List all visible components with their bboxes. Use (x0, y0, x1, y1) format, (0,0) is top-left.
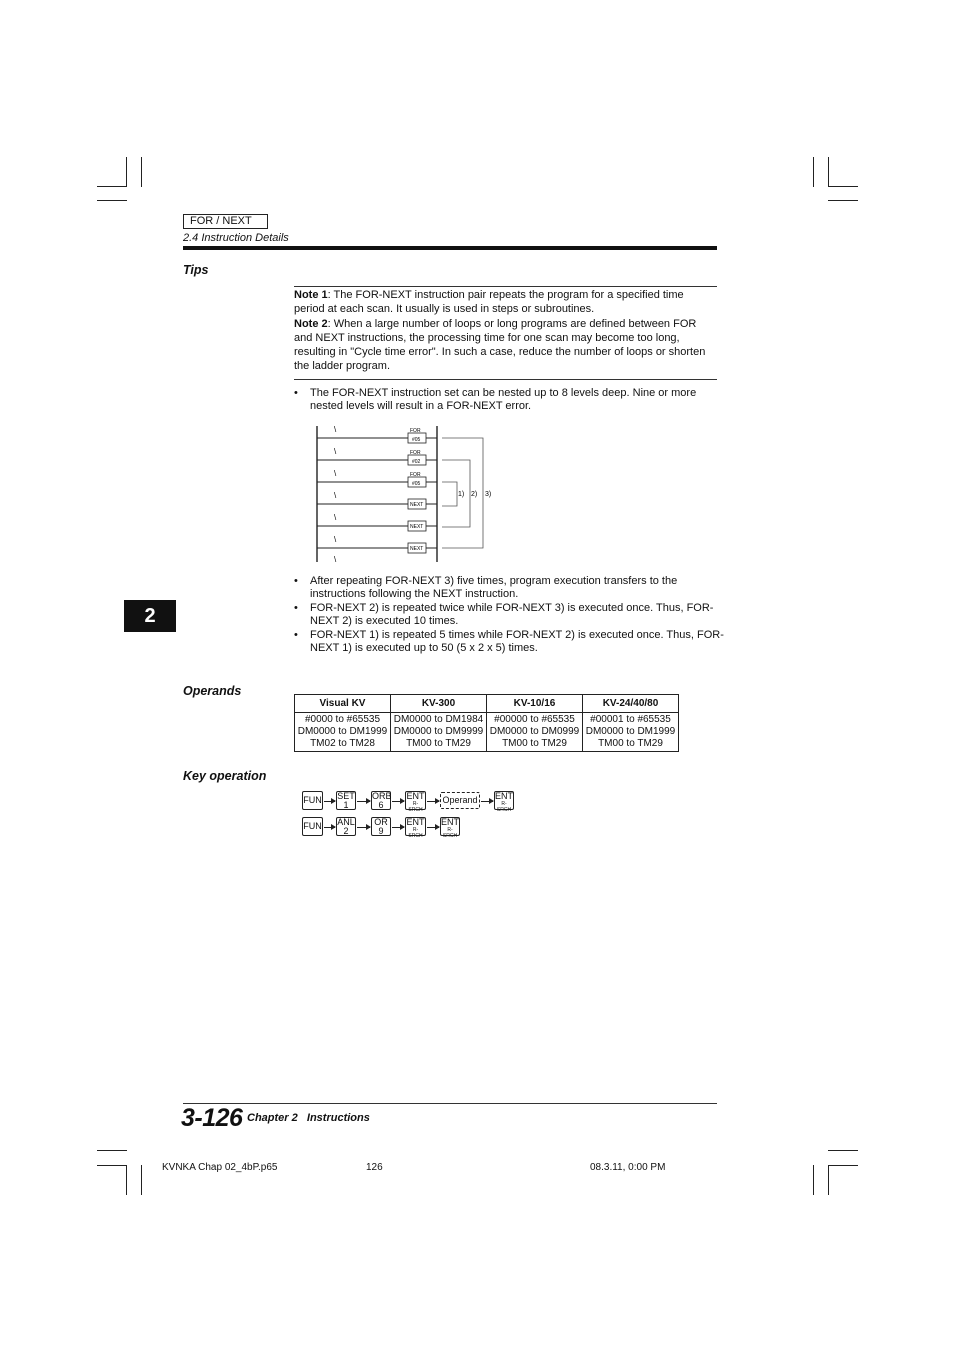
cell-line: DM0000 to DM1984 (393, 714, 484, 725)
contact-mark: \ (334, 555, 337, 564)
key-top-label: ENT (406, 817, 425, 827)
ent-key[interactable] (440, 817, 460, 839)
crop-mark (97, 1150, 127, 1151)
key-bottom-label: 9 (378, 826, 384, 836)
key-top-label: ANL (337, 817, 355, 827)
loop-label-3: 3) (485, 491, 492, 498)
bullet-text: FOR-NEXT 2) is repeated twice while FOR-NEXT 3) is executed once. Thus, FOR-NEXT 2) is executed 10 times. (310, 601, 714, 628)
instruction-name: NEXT (410, 502, 424, 508)
note-2 (294, 318, 717, 373)
crop-mark (141, 157, 142, 187)
key-bottom-label: R-SRCH (408, 801, 423, 813)
cell-line: DM0000 to DM1999 (585, 726, 676, 737)
sheet-number: 126 (366, 1162, 383, 1173)
note-1-label: Note 1 (294, 289, 328, 301)
bullet-text: The FOR-NEXT instruction set can be nested up to 8 levels deep. Nine or more nested levels will result in a FOR-NEXT error. (310, 387, 697, 413)
set-1-key[interactable] (336, 791, 356, 810)
loop-label-2: 2) (471, 491, 478, 498)
arrow-right-icon (324, 827, 335, 828)
cell-line: DM0000 to DM0999 (489, 726, 580, 737)
orb-6-key[interactable] (371, 791, 391, 810)
anl-2-key[interactable] (336, 817, 356, 836)
column-header: Visual KV (295, 695, 391, 713)
bullet-item: • The FOR-NEXT instruction set can be nested up to 8 levels deep. Nine or more nested levels will result in a FOR-NEXT error. (294, 387, 697, 413)
cell-line: #00001 to #65535 (590, 714, 671, 725)
note-2-label: Note 2 (294, 318, 328, 331)
contact-mark: \ (334, 469, 337, 478)
print-date: 08.3.11, 0:00 PM (590, 1162, 666, 1173)
cell-line: TM02 to TM28 (310, 738, 375, 749)
key-bottom-label: 1 (343, 800, 349, 810)
key-operation-heading: Key operation (183, 769, 267, 783)
key-top-label: OR (374, 817, 388, 827)
key-bottom-label: R-SRCH (408, 827, 423, 839)
footer-rule (183, 1103, 717, 1104)
key-top-label: ENT (495, 791, 513, 801)
bullet-item: • After repeating FOR-NEXT 3) five times, program execution transfers to the instructions following the NEXT instruction. (294, 575, 678, 601)
key-bottom-label: R-SRCH (442, 827, 458, 839)
crop-mark (97, 200, 127, 201)
instruction-tag: FOR / NEXT (183, 214, 268, 229)
bullet-text: After repeating FOR-NEXT 3) five times, program execution transfers to the instructions following the NEXT instruction. (310, 575, 678, 601)
cell-line: TM00 to TM29 (502, 738, 567, 749)
crop-mark (126, 157, 127, 187)
rungs (317, 425, 437, 564)
contact-mark: \ (334, 447, 337, 456)
bullet-item: • FOR-NEXT 1) is repeated 5 times while FOR-NEXT 2) is executed once. Thus, FOR-NEXT 1) is executed up to 50 (5 x 2 x 5) times. (294, 628, 724, 655)
fun-key[interactable]: FUN (302, 817, 323, 836)
ladder-diagram (310, 422, 510, 567)
key-top-label: SET (337, 791, 355, 801)
page-number: 3-126 (181, 1104, 243, 1132)
crop-mark (828, 1165, 829, 1195)
table-cell (391, 713, 487, 752)
arrow-right-icon (357, 801, 370, 802)
instruction-operand: #05 (412, 481, 421, 487)
instruction-operand: #02 (412, 459, 421, 465)
contact-mark: \ (334, 535, 337, 544)
crop-mark (828, 1150, 858, 1151)
operand-input[interactable]: Operand (440, 792, 480, 809)
note-1-text: : The FOR-NEXT instruction pair repeats the program for a specified time period at each scan. It usually is used in steps or subroutines. (294, 289, 684, 315)
operands-table (294, 694, 679, 752)
bullet-text: FOR-NEXT 1) is repeated 5 times while FOR-NEXT 2) is executed once. Thus, FOR-NEXT 1) is executed up to 50 (5 x 2 x 5) times. (310, 628, 724, 655)
nest-bullet-list (294, 387, 724, 414)
or-9-key[interactable] (371, 817, 391, 836)
notes-box (294, 286, 717, 380)
cell-line: TM00 to TM29 (406, 738, 471, 749)
contact-mark: \ (334, 425, 337, 434)
instruction-name: NEXT (410, 524, 424, 530)
instruction-name: NEXT (410, 546, 424, 552)
crop-mark (97, 186, 127, 187)
crop-mark (813, 157, 814, 187)
cell-line: #00000 to #65535 (494, 714, 575, 725)
crop-mark (828, 1165, 858, 1166)
table-row (295, 713, 679, 752)
column-header: KV-24/40/80 (583, 695, 679, 713)
table-cell (295, 713, 391, 752)
arrow-right-icon (427, 827, 439, 828)
crop-mark (126, 1165, 127, 1195)
contact-mark: \ (334, 513, 337, 522)
key-bottom-label: 6 (378, 800, 384, 810)
operands-heading: Operands (183, 684, 242, 698)
loop-bracket-2 (442, 460, 470, 527)
key-bottom-label: R-SRCH (496, 801, 512, 813)
key-top-label: ORB (372, 791, 392, 801)
ent-key[interactable] (494, 791, 514, 813)
arrow-right-icon (324, 801, 335, 802)
breadcrumb: 2.4 Instruction Details (183, 232, 289, 244)
cell-line: #0000 to #65535 (304, 714, 381, 725)
loop-label-1: 1) (458, 491, 465, 498)
note-1 (294, 289, 717, 316)
table-cell (583, 713, 679, 752)
table-header-row (295, 695, 679, 713)
arrow-right-icon (357, 827, 370, 828)
crop-mark (828, 186, 858, 187)
crop-mark (97, 1165, 127, 1166)
key-bottom-label: 2 (343, 826, 349, 836)
cell-line: DM0000 to DM1999 (297, 726, 388, 737)
instruction-name: FOR (410, 450, 421, 456)
ent-key[interactable] (405, 817, 426, 839)
ent-key[interactable] (405, 791, 426, 813)
key-top-label: ENT (441, 817, 459, 827)
loop-bracket-1 (442, 482, 457, 506)
note-2-text: : When a large number of loops or long programs are defined between FOR and NEXT instructions, the processing time for one scan may become too long, resulting in "Cycle time error". In such a case, reduce the number of loops or shorten the ladder program. (294, 318, 706, 372)
table-cell (487, 713, 583, 752)
crop-mark (828, 157, 829, 187)
cell-line: DM0000 to DM9999 (393, 726, 484, 737)
arrow-right-icon (427, 801, 439, 802)
crop-mark (828, 200, 858, 201)
chapter-tab: 2 (124, 600, 176, 632)
crop-mark (141, 1165, 142, 1195)
column-header: KV-10/16 (487, 695, 583, 713)
contact-mark: \ (334, 491, 337, 500)
key-top-label: ENT (406, 791, 425, 801)
crop-mark (813, 1165, 814, 1195)
arrow-right-icon (481, 801, 493, 802)
instruction-name: FOR (410, 472, 421, 478)
tips-heading: Tips (183, 263, 209, 277)
arrow-right-icon (392, 827, 404, 828)
file-name: KVNKA Chap 02_4bP.p65 (162, 1162, 278, 1173)
bullet-item: • FOR-NEXT 2) is repeated twice while FOR-NEXT 3) is executed once. Thus, FOR-NEXT 2) is executed 10 times. (294, 601, 714, 628)
column-header: KV-300 (391, 695, 487, 713)
instruction-operand: #05 (412, 437, 421, 443)
cell-line: TM00 to TM29 (598, 738, 663, 749)
arrow-right-icon (392, 801, 404, 802)
chapter-label: Chapter 2 Instructions (247, 1112, 370, 1124)
instruction-name: FOR (410, 428, 421, 434)
loop-bullet-list (294, 575, 724, 655)
fun-key[interactable]: FUN (302, 791, 323, 810)
header-rule (183, 246, 717, 250)
